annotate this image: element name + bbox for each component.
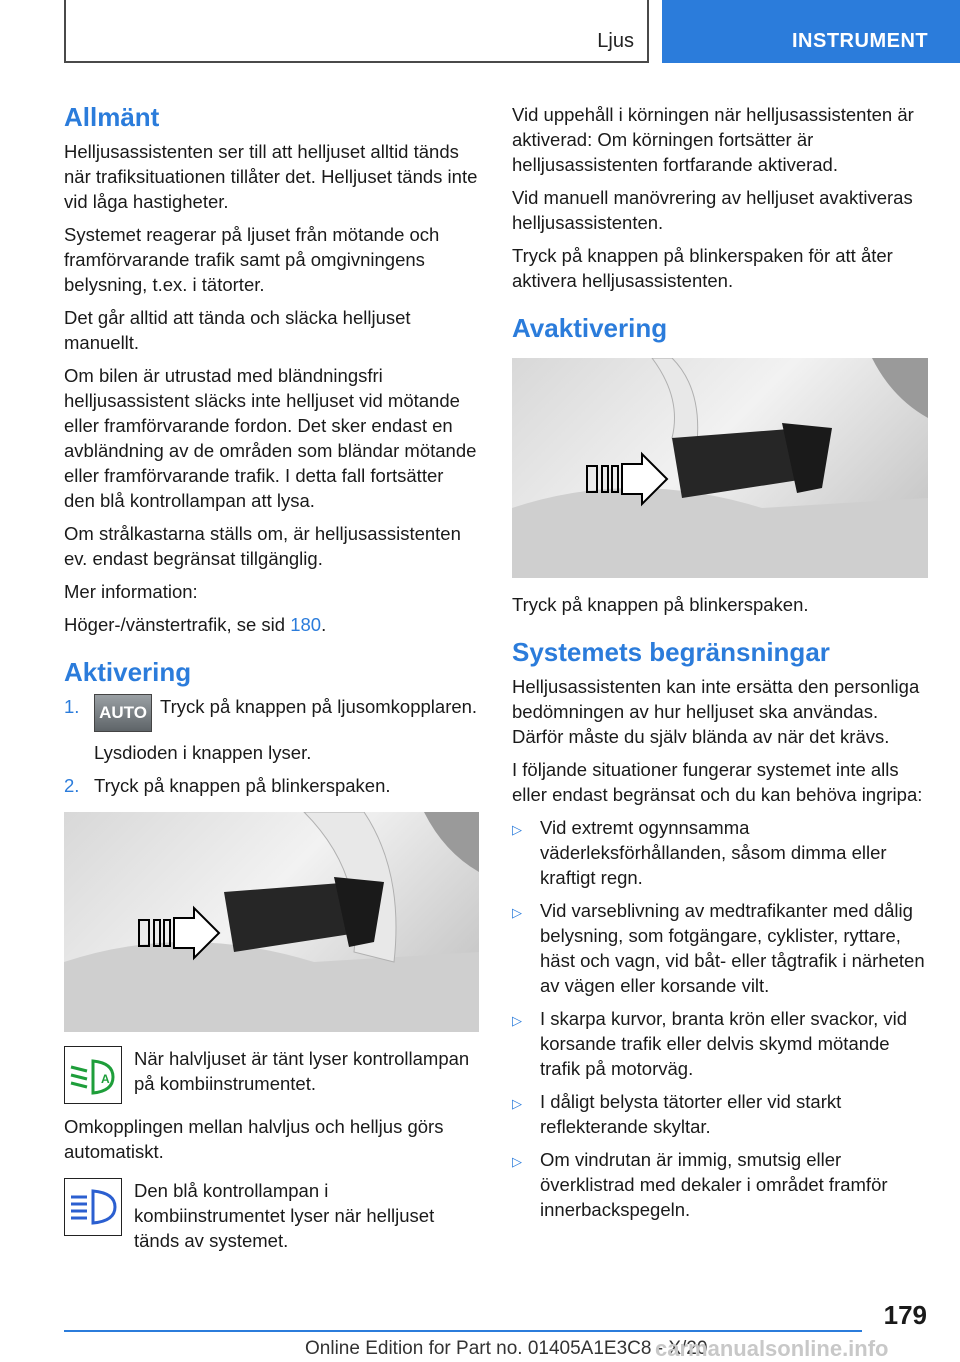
turn-signal-lever-photo [64, 812, 479, 1032]
step-text: Tryck på knappen på ljusomkopplaren. [160, 696, 478, 717]
heading-general: Allmänt [64, 102, 160, 132]
svg-text:A: A [101, 1072, 110, 1086]
header-tab: INSTRUMENT [662, 0, 960, 63]
step-1 [64, 694, 479, 765]
reference-suffix: . [321, 614, 327, 635]
low-beam-indicator-note [64, 1046, 479, 1104]
list-item-text: I skarpa kurvor, branta krön eller svackor, vid korsande trafik eller delvis skymd mötande trafik på motorväg. [540, 1008, 908, 1079]
reference-paragraph [64, 612, 479, 637]
low-beam-indicator-icon [64, 1046, 122, 1104]
paragraph: Om bilen är utrustad med bländningsfri helljusassistent släcks inte helljuset vid mötande eller framförvarande fordon. Det sker endast en avbländning av de områden som bländar mötande eller framförvarande trafik. I detta fall fortsätter den blå kontrollampan att lysa. [64, 365, 477, 511]
indicator-text: När halvljuset är tänt lyser kontrollampan på kombiinstrumentet. [134, 1048, 470, 1094]
photo-caption: Tryck på knappen på blinkerspaken. [512, 594, 809, 615]
list-item-text: Vid extremt ogynnsamma väderleksförhållanden, såsom dimma eller kraftigt regn. [540, 817, 887, 888]
heading-activation: Aktivering [64, 657, 192, 687]
heading-limitations: Systemets begränsningar [512, 637, 830, 667]
step-2 [64, 773, 479, 798]
footer-divider [64, 1330, 862, 1332]
heading-deactivation: Avaktivering [512, 313, 668, 343]
header-section: Ljus [597, 30, 634, 52]
step-text: Tryck på knappen på blinkerspaken. [94, 775, 391, 796]
paragraph: Mer information: [64, 581, 198, 602]
paragraph: Vid manuell manövrering av helljuset avaktiveras helljusassistenten. [512, 187, 913, 233]
page-number: 179 [883, 1300, 927, 1330]
auto-button-icon: AUTO [94, 694, 152, 732]
list-item [512, 815, 928, 890]
triangle-bullet-icon: ▷ [512, 1154, 522, 1169]
indicator-text: Den blå kontrollampan i kombiinstrumentet lyser när helljuset tänds av systemet. [134, 1180, 435, 1251]
step-number: 2. [64, 775, 80, 796]
header-frame [64, 0, 649, 63]
list-item [512, 898, 928, 998]
triangle-bullet-icon: ▷ [512, 905, 522, 920]
paragraph: Systemet reagerar på ljuset från mötande och framförvarande trafik samt på omgivningens belysning, t.ex. i tätorter. [64, 224, 440, 295]
paragraph: Om strålkastarna ställs om, är helljusassistenten ev. endast begränsat tillgänglig. [64, 523, 461, 569]
paragraph: Vid uppehåll i körningen när helljusassistenten är aktiverad: Om körningen fortsätter är helljusassistenten fortfarande aktiverad. [512, 104, 914, 175]
paragraph: Det går alltid att tända och släcka helljuset manuellt. [64, 307, 411, 353]
list-item [512, 1089, 928, 1139]
triangle-bullet-icon: ▷ [512, 1013, 522, 1028]
list-item-text: Vid varseblivning av medtrafikanter med dålig belysning, som fotgängare, cyklister, ryttare, häst och vagn, vid båt- eller tågtrafik i närheten av vägen eller korsande vilt. [540, 900, 925, 996]
reference-text: Höger-/vänstertrafik, se sid [64, 614, 291, 635]
triangle-bullet-icon: ▷ [512, 1096, 522, 1111]
edition-text: Online Edition for Part no. 01405A1E3C8 - X/20 [305, 1338, 708, 1359]
triangle-bullet-icon: ▷ [512, 822, 522, 837]
watermark: carmanualsonline.info [655, 1336, 889, 1361]
paragraph: Helljusassistenten ser till att helljuset alltid tänds när trafiksituationen tillåter det. Helljuset tänds inte vid låga hastigheter. [64, 141, 478, 212]
right-column [512, 102, 928, 1230]
list-item [512, 1006, 928, 1081]
list-item-text: Om vindrutan är immig, smutsig eller överklistrad med dekaler i området framför innerbackspegeln. [540, 1149, 888, 1220]
turn-signal-lever-photo [512, 358, 928, 578]
step-number: 1. [64, 696, 80, 717]
limitations-list [512, 815, 928, 1222]
page-link[interactable]: 180 [290, 614, 322, 635]
paragraph: Omkopplingen mellan halvljus och helljus görs automatiskt. [64, 1116, 444, 1162]
paragraph: Helljusassistenten kan inte ersätta den personliga bedömningen av hur helljuset ska användas. Därför måste du själv blända av när det krävs. [512, 676, 920, 747]
high-beam-indicator-note [64, 1178, 479, 1253]
paragraph: Tryck på knappen på blinkerspaken för att åter aktivera helljusassistenten. [512, 245, 893, 291]
list-item-text: I dåligt belysta tätorter eller vid starkt reflekterande skyltar. [540, 1091, 842, 1137]
paragraph: I följande situationer fungerar systemet inte alls eller endast begränsat och du kan behöva ingripa: [512, 759, 923, 805]
list-item [512, 1147, 928, 1222]
step-subtext: Lysdioden i knappen lyser. [94, 742, 312, 763]
high-beam-indicator-icon [64, 1178, 122, 1236]
left-column [64, 102, 479, 1263]
